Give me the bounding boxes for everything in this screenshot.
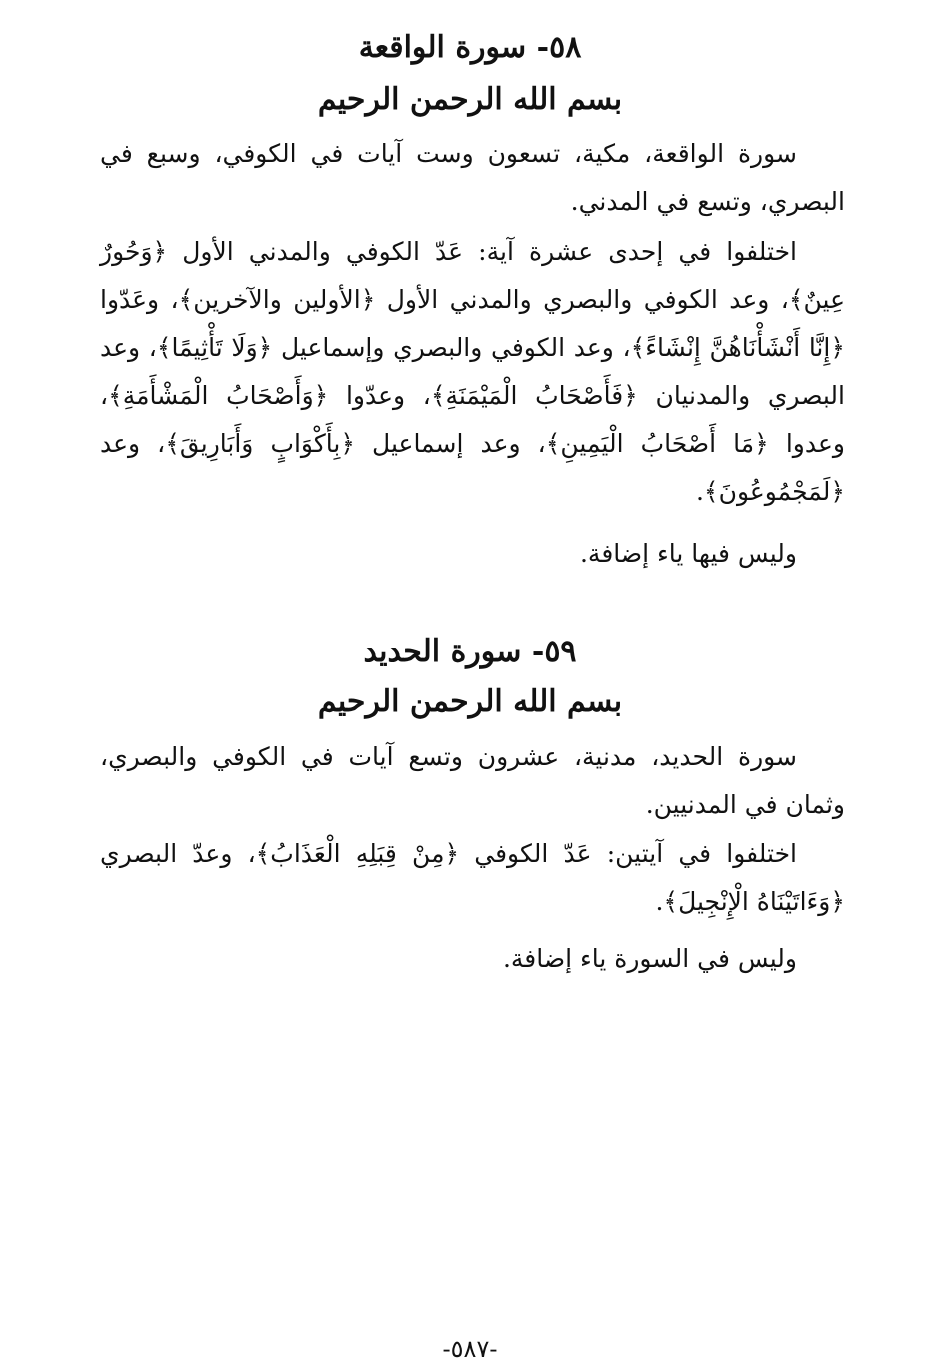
surah-59-basmala: بسم الله الرحمن الرحيم: [317, 684, 623, 719]
surah-59-intro: سورة الحديد، مدنية، عشرون وتسع آيات في الكوفي والبصري، وثمان في المدنيين.: [100, 742, 845, 819]
surah-58-note: وليس فيها ياء إضافة.: [579, 539, 797, 568]
surah-59-note: وليس في السورة ياء إضافة.: [502, 944, 797, 973]
page-number: -٥٨٧-: [442, 1335, 498, 1363]
surah-58-intro: سورة الواقعة، مكية، تسعون وست آيات في الكوفي، وسبع في البصري، وتسع في المدني.: [100, 139, 845, 216]
surah-58-differences: اختلفوا في إحدى عشرة آية: عَدّ الكوفي والمدني الأول ﴿وَحُورٌ عِينٌ﴾، وعد الكوفي والبصري والمدني الأول ﴿الأولين والآخرين﴾، وعَدّوا ﴿إِنَّا أَنْشَأْنَاهُنَّ إِنْشَاءً﴾، وعد الكوفي والبصري وإسماعيل ﴿وَلَا تَأْثِيمًا﴾، وعد البصري والمدنيان ﴿فَأَصْحَابُ الْمَيْمَنَةِ﴾، وعدّوا ﴿وَأَصْحَابُ الْمَشْأَمَةِ﴾، وعدوا ﴿مَا أَصْحَابُ الْيَمِينِ﴾، وعد إسماعيل ﴿بِأَكْوَابٍ وَأَبَارِيقَ﴾، وعد ﴿لَمَجْمُوعُونَ﴾.: [100, 237, 845, 506]
surah-58-heading: ٥٨- سورة الواقعة: [358, 30, 582, 65]
surah-59-heading: ٥٩- سورة الحديد: [363, 634, 577, 669]
surah-58-basmala: بسم الله الرحمن الرحيم: [317, 82, 623, 117]
surah-59-differences: اختلفوا في آيتين: عَدّ الكوفي ﴿مِنْ قِبَلِهِ الْعَذَابُ﴾، وعدّ البصري ﴿وَءَاتَيْنَاهُ الْإِنْجِيلَ﴾.: [100, 839, 845, 916]
